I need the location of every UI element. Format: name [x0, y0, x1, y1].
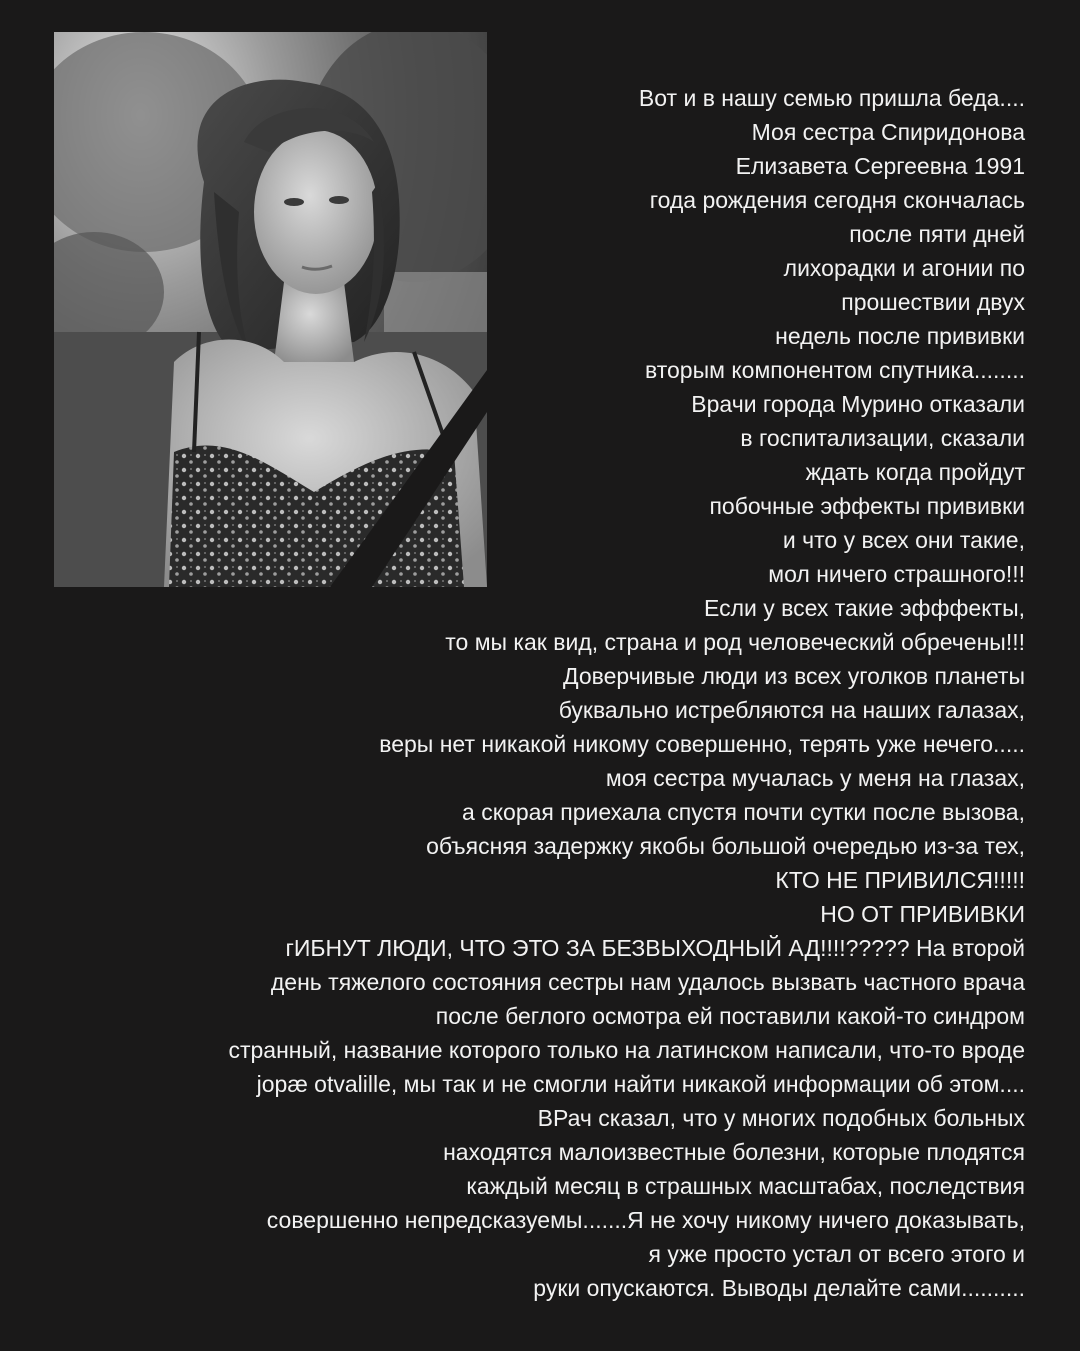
text-line: находятся малоизвестные болезни, которые плодятся: [443, 1139, 1025, 1165]
text-line: Моя сестра Спиридонова: [751, 119, 1025, 145]
text-line: КТО НЕ ПРИВИЛСЯ!!!!!: [775, 867, 1025, 893]
text-line: после пяти дней: [849, 221, 1025, 247]
text-line: каждый месяц в страшных масштабах, последствия: [466, 1173, 1025, 1199]
text-line: Если у всех такие эфффекты,: [703, 595, 1025, 621]
text-line: гИБНУТ ЛЮДИ, ЧТО ЭТО ЗА БЕЗВЫХОДНЫЙ АД!!!!????? На второй: [285, 935, 1025, 961]
text-line: года рождения сегодня скончалась: [649, 187, 1025, 213]
text-line: Елизавета Сергеевна 1991: [735, 153, 1025, 179]
text-line: день тяжелого состояния сестры нам удалось вызвать частного врача: [270, 969, 1025, 995]
text-line: побочные эффекты прививки: [709, 493, 1025, 519]
text-line: прошествии двух: [841, 289, 1025, 315]
text-line: в госпитализации, сказали: [740, 425, 1025, 451]
text-line: а скорая приехала спустя почти сутки после вызова,: [462, 799, 1025, 825]
text-line: и что у всех они такие,: [782, 527, 1025, 553]
text-line: совершенно непредсказуемы.......Я не хочу никому ничего доказывать,: [266, 1207, 1025, 1233]
text-line: странный, название которого только на латинском написали, что-то вроде: [228, 1037, 1025, 1063]
text-line: недель после прививки: [775, 323, 1025, 349]
text-line: вторым компонентом спутника........: [645, 357, 1025, 383]
text-line: Врачи города Мурино отказали: [691, 391, 1025, 417]
text-line: ВРач сказал, что у многих подобных больных: [537, 1105, 1025, 1131]
text-line: буквально истребляются на наших галазах,: [558, 697, 1025, 723]
text-line: руки опускаются. Выводы делайте сами..........: [533, 1275, 1025, 1301]
text-line: Доверчивые люди из всех уголков планеты: [563, 663, 1025, 689]
text-line: мол ничего страшного!!!: [768, 561, 1025, 587]
text-line: jopæ otvalille, мы так и не смогли найти никакой информации об этом....: [256, 1071, 1025, 1097]
text-line: Вот и в нашу семью пришла беда....: [638, 85, 1025, 111]
text-line: НО ОТ ПРИВИВКИ: [820, 901, 1025, 927]
text-line: веры нет никакой никому совершенно, терять уже нечего.....: [379, 731, 1025, 757]
message-text: [40, 81, 1025, 1305]
text-line: ждать когда пройдут: [805, 459, 1025, 485]
text-line: лихорадки и агонии по: [783, 255, 1025, 281]
text-line: моя сестра мучалась у меня на глазах,: [605, 765, 1025, 791]
text-line: я уже просто устал от всего этого и: [648, 1241, 1025, 1267]
text-line: то мы как вид, страна и род человеческий обречены!!!: [445, 629, 1025, 655]
text-line: после беглого осмотра ей поставили какой-то синдром: [435, 1003, 1025, 1029]
text-line: объясняя задержку якобы большой очередью из-за тех,: [426, 833, 1025, 859]
